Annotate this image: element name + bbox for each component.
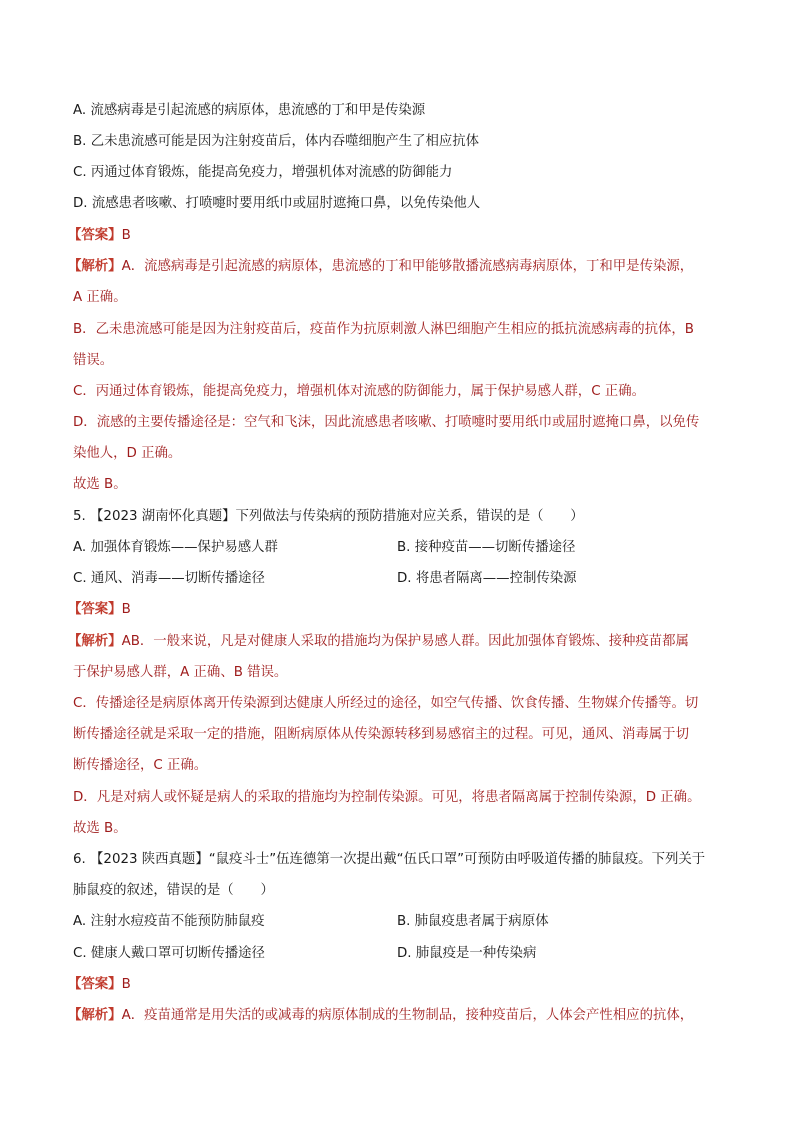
q4-option-c: C. 丙通过体育锻炼，能提高免疫力，增强机体对流感的防御能力	[73, 165, 453, 180]
q6-stem-line-2: 肺鼠疫的叙述，错误的是（ ）	[73, 883, 274, 898]
analysis-tag: 【解析】	[68, 1008, 122, 1023]
q6-answer-line	[68, 976, 131, 994]
q5-analysis-line-3: C．传播途径是病原体离开传染源到达健康人所经过的途径，如空气传播、饮食传播、生物媒介传播等。切	[73, 696, 699, 711]
answer-value: B	[121, 602, 131, 617]
q4-analysis-line-3: B．乙未患流感可能是因为注射疫苗后，疫苗作为抗原刺激人淋巴细胞产生相应的抵抗流感病毒的抗体，B	[73, 322, 694, 337]
q4-analysis-line-6: D．流感的主要传播途径是：空气和飞沫，因此流感患者咳嗽、打喷嚏时要用纸巾或屈肘遮掩口鼻，以免传	[73, 415, 700, 430]
analysis-text: AB．一般来说，凡是对健康人采取的措施均为保护易感人群。因此加强体育锻炼、接种疫苗都属	[121, 634, 689, 649]
q4-analysis-line-8: 故选 B。	[73, 477, 127, 492]
q4-option-b: B. 乙未患流感可能是因为注射疫苗后，体内吞噬细胞产生了相应抗体	[73, 134, 480, 149]
q6-stem-line-1: 6. 【2023 陕西真题】“鼠疫斗士”伍连德第一次提出戴“伍氏口罩”可预防由呼吸道传播的肺鼠疫。下列关于	[73, 852, 706, 867]
q6-option-a: A. 注射水痘疫苗不能预防肺鼠疫	[73, 914, 265, 929]
q4-analysis-line-4: 错误。	[73, 353, 114, 368]
analysis-text: A．疫苗通常是用失活的或减毒的病原体制成的生物制品，接种疫苗后，人体会产性相应的抗体，	[121, 1008, 694, 1023]
answer-tag: 【答案】	[68, 977, 122, 992]
answer-tag: 【答案】	[68, 602, 122, 617]
q5-stem: 5. 【2023 湖南怀化真题】下列做法与传染病的预防措施对应关系，错误的是（ ）	[73, 509, 584, 524]
q6-option-c: C. 健康人戴口罩可切断传播途径	[73, 946, 265, 961]
answer-value: B	[121, 228, 131, 243]
q4-analysis-line-1	[68, 258, 693, 276]
q5-analysis-line-1	[68, 633, 689, 651]
q4-option-d: D. 流感患者咳嗽、打喷嚏时要用纸巾或屈肘遮掩口鼻，以免传染他人	[73, 196, 481, 211]
q4-answer-line	[68, 227, 131, 245]
q6-analysis-line-1	[68, 1007, 693, 1025]
q5-option-a: A. 加强体育锻炼——保护易感人群	[73, 540, 278, 555]
answer-value: B	[121, 977, 131, 992]
analysis-tag: 【解析】	[68, 259, 122, 274]
q5-analysis-line-6: D．凡是对病人或怀疑是病人的采取的措施均为控制传染源。可见，将患者隔离属于控制传染源，D 正确。	[73, 790, 701, 805]
analysis-tag: 【解析】	[68, 634, 122, 649]
q6-option-b: B. 肺鼠疫患者属于病原体	[397, 914, 549, 929]
q4-option-a: A. 流感病毒是引起流感的病原体，患流感的丁和甲是传染源	[73, 103, 426, 118]
q5-analysis-line-2: 于保护易感人群，A 正确、B 错误。	[73, 665, 288, 680]
q5-option-d: D. 将患者隔离——控制传染源	[397, 571, 577, 586]
q5-option-b: B. 接种疫苗——切断传播途径	[397, 540, 576, 555]
analysis-text: A．流感病毒是引起流感的病原体，患流感的丁和甲能够散播流感病毒病原体，丁和甲是传染源，	[121, 259, 694, 274]
q4-analysis-line-5: C．丙通过体育锻炼，能提高免疫力，增强机体对流感的防御能力，属于保护易感人群，C 正确。	[73, 384, 645, 399]
q5-analysis-line-4: 断传播途径就是采取一定的措施，阻断病原体从传染源转移到易感宿主的过程。可见，通风、消毒属于切	[73, 727, 689, 742]
q5-analysis-line-7: 故选 B。	[73, 821, 127, 836]
q4-analysis-line-2: A 正确。	[73, 290, 127, 305]
answer-tag: 【答案】	[68, 228, 122, 243]
q6-option-d: D. 肺鼠疫是一种传染病	[397, 946, 537, 961]
q5-analysis-line-5: 断传播途径，C 正确。	[73, 758, 208, 773]
q5-answer-line	[68, 601, 131, 619]
q4-analysis-line-7: 染他人，D 正确。	[73, 446, 182, 461]
q5-option-c: C. 通风、消毒——切断传播途径	[73, 571, 265, 586]
